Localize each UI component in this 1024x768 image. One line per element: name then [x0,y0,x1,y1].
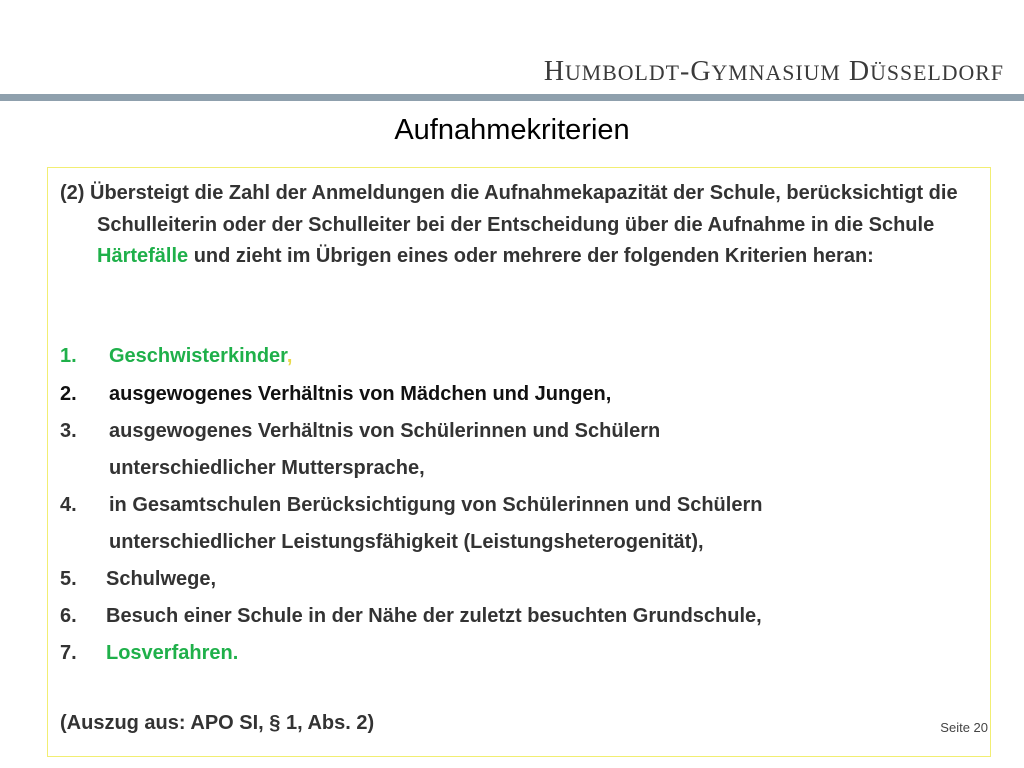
slide-title: Aufnahmekriterien [394,114,630,146]
criterion-text: in Gesamtschulen Berücksichtigung von Schülerinnen und Schülern [109,494,763,516]
criterion-text: Losverfahren. [106,642,239,664]
criterion-number: 2. [60,383,77,405]
criterion-comma: , [286,345,293,367]
criterion-number: 1. [60,345,77,367]
header-rule [0,94,1024,101]
criterion-text: Schulwege, [106,568,217,590]
criterion-number: 3. [60,420,77,442]
criterion-number: 5. [60,568,77,590]
school-name: HUMBOLDT-GYMNASIUM DÜSSELDORF [543,56,1004,87]
source-citation: (Auszug aus: APO SI, § 1, Abs. 2) [60,712,375,734]
criterion-number: 4. [60,494,77,516]
criterion-text-continued: unterschiedlicher Muttersprache, [109,457,425,479]
intro-paragraph [60,178,980,273]
intro-text-end: und zieht im Übrigen eines oder mehrere der folgenden Kriterien heran: [188,245,874,267]
criterion-text-continued: unterschiedlicher Leistungsfähigkeit (Leistungsheterogenität), [109,531,704,553]
criterion-text: ausgewogenes Verhältnis von Mädchen und Jungen, [109,383,612,405]
criterion-text: ausgewogenes Verhältnis von Schülerinnen und Schülern [109,420,661,442]
intro-text: (2) Übersteigt die Zahl der Anmeldungen die Aufnahmekapazität der Schule, berücksichtigt die Schulleiterin oder der Schulleiter bei der Entscheidung über die Aufnahme in die Schule [60,182,958,236]
criterion-text: Besuch einer Schule in der Nähe der zuletzt besuchten Grundschule, [106,605,762,627]
criterion-text: Geschwisterkinder [109,345,287,367]
criterion-number: 7. [60,642,77,664]
content-box [47,167,991,757]
haertefaelle-highlight: Härtefälle [97,245,189,267]
page-number: Seite 20 [940,720,988,735]
criterion-number: 6. [60,605,77,627]
